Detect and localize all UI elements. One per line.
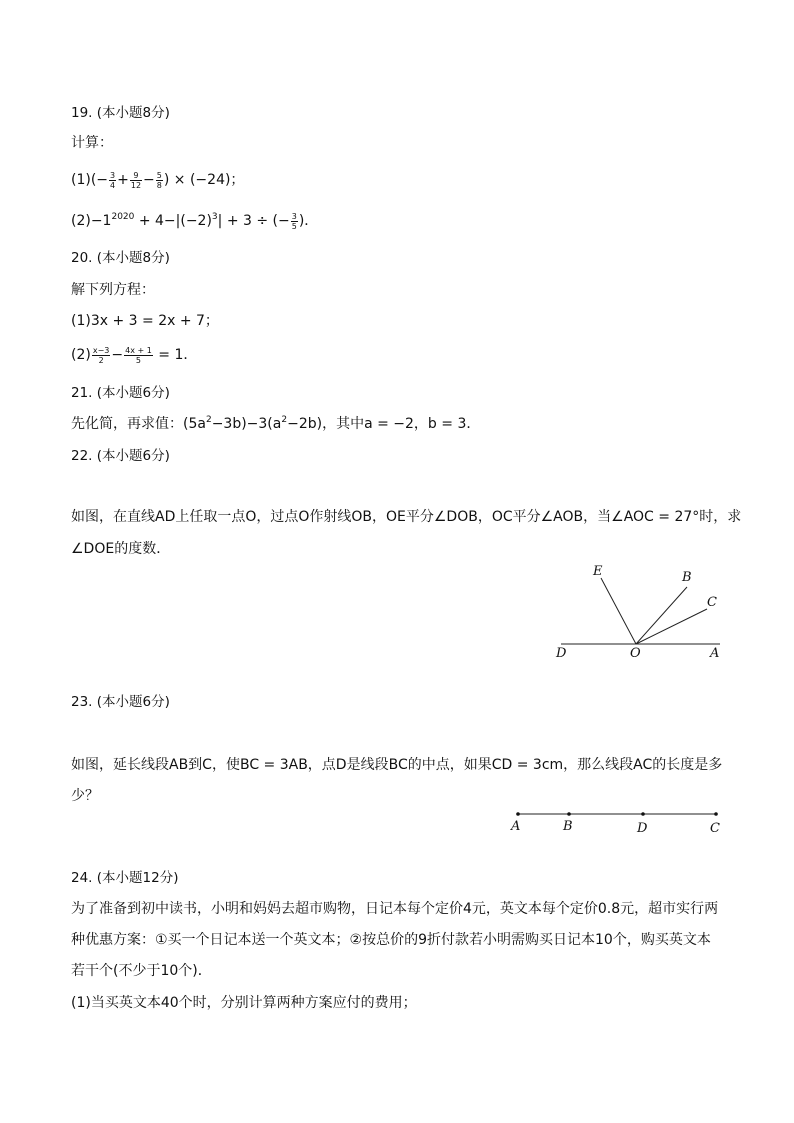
q20-p2-end: = 1． xyxy=(153,347,198,363)
q23-heading: 23. (本小题6分) xyxy=(71,694,170,710)
q19-p1-start: (1)(− xyxy=(71,172,109,188)
q24-heading: 24. (本小题12分) xyxy=(71,870,179,886)
q19-fraction-3: $\frac{5}{8}$ xyxy=(156,170,162,190)
q24-line1: 为了准备到初中读书，小明和妈妈去超市购物，日记本每个定价4元，英文本每个定价0.8元，超市实行两 xyxy=(71,901,719,917)
ray-ob xyxy=(636,587,687,644)
q20-heading: 20. (本小题8分) xyxy=(71,250,170,266)
q22-line1: 如图，在直线AD上任取一点O，过点O作射线OB，OE平分∠DOB，OC平分∠AOB，当∠AOC = 27°时，求 xyxy=(71,509,742,525)
q19-p2-exponent-2: 3 xyxy=(211,212,218,222)
point-b xyxy=(567,812,571,816)
q22-figure xyxy=(561,578,720,644)
label-a: A xyxy=(710,646,720,661)
q22-heading: 22. (本小题6分) xyxy=(71,448,170,464)
q19-p2-fraction: $\frac{3}{5}$ xyxy=(291,211,297,231)
q19-p1-plus: + xyxy=(117,172,129,188)
q19-prompt: 计算： xyxy=(71,135,113,151)
label-b: B xyxy=(682,570,692,585)
seg-label-a: A xyxy=(511,819,521,834)
q20-p2-minus: − xyxy=(111,347,124,363)
point-c xyxy=(714,812,718,816)
q20-fraction-1: $\frac{x-3}{2}$ xyxy=(92,345,110,365)
seg-label-c: C xyxy=(710,821,720,836)
q22-line2: ∠DOE的度数． xyxy=(71,541,171,557)
q24-line2: 种优惠方案：①买一个日记本送一个英文本；②按总价的9折付款若小明需购买日记本10个，购买英文本 xyxy=(71,932,711,948)
q21-text-a: 先化简，再求值：(5a xyxy=(71,416,206,432)
q23-line2: 少？ xyxy=(71,788,99,804)
q23-line1: 如图，延长线段AB到C，使BC = 3AB，点D是线段BC的中点，如果CD = 3cm，那么线段AC的长度是多 xyxy=(71,757,723,773)
q21-sup-1: 2 xyxy=(205,415,212,425)
q20-p2-start: (2) xyxy=(71,347,91,363)
q20-prompt: 解下列方程： xyxy=(71,282,155,298)
ray-oc xyxy=(636,609,707,644)
q19-heading: 19. (本小题8分) xyxy=(71,105,170,121)
label-d: D xyxy=(556,646,567,661)
q20-fraction-2: $\frac{4x + 1}{5}$ xyxy=(125,345,152,365)
q19-p2-end: )． xyxy=(298,213,319,229)
q20-part1: (1)3x + 3 = 2x + 7； xyxy=(71,313,219,329)
q24-line3: 若干个(不少于10个)． xyxy=(71,963,212,979)
q19-fraction-2: $\frac{9}{12}$ xyxy=(130,170,142,190)
point-d xyxy=(641,812,645,816)
q19-fraction-1: $\frac{3}{4}$ xyxy=(110,170,116,190)
label-e: E xyxy=(593,564,603,579)
seg-label-b: B xyxy=(563,819,573,834)
ray-oe xyxy=(601,578,636,644)
q19-p2-exponent: 2020 xyxy=(111,212,135,222)
q19-p2-start: (2)−1 xyxy=(71,213,112,229)
q19-p2-mid2: | + 3 ÷ (− xyxy=(217,213,290,229)
q21-heading: 21. (本小题6分) xyxy=(71,385,170,401)
q19-p2-mid: + 4−|(−2) xyxy=(134,213,212,229)
label-o: O xyxy=(630,646,641,661)
point-a xyxy=(516,812,520,816)
q24-line4: (1)当买英文本40个时，分别计算两种方案应付的费用； xyxy=(71,995,417,1011)
q23-figure xyxy=(516,812,718,816)
q19-p1-end: ) × (−24)； xyxy=(163,172,245,188)
seg-label-d: D xyxy=(637,821,648,836)
q21-text-b: −3b)−3(a xyxy=(211,416,282,432)
q21-sup-2: 2 xyxy=(281,415,288,425)
q21-text-c: −2b)，其中a = −2，b = 3． xyxy=(287,416,481,432)
label-c: C xyxy=(707,595,717,610)
q19-p1-minus: − xyxy=(143,172,155,188)
